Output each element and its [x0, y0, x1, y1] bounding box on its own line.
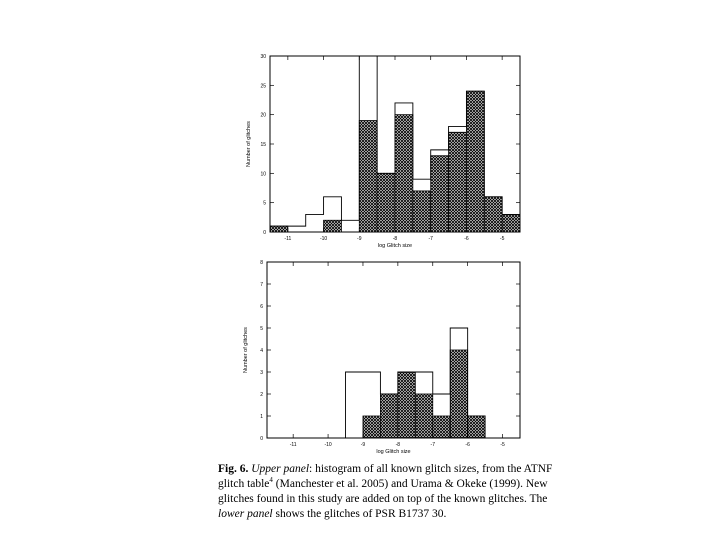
y-axis-label: Number of glitches — [246, 121, 252, 167]
hatched-bar — [377, 173, 395, 232]
hatched-bar — [450, 350, 467, 438]
x-tick-label: -11 — [284, 236, 292, 242]
hatched-bar — [395, 115, 413, 232]
x-tick-label: -5 — [500, 442, 505, 448]
x-tick-label: -9 — [360, 442, 366, 448]
caption-lower-label: lower panel — [218, 508, 273, 520]
hatched-bar — [363, 416, 380, 438]
hatched-bar — [270, 226, 288, 232]
y-tick-label: 4 — [260, 348, 263, 354]
y-tick-label: 3 — [260, 370, 263, 376]
x-tick-label: -6 — [465, 442, 470, 448]
y-tick-label: 0 — [263, 230, 266, 236]
y-tick-label: 6 — [260, 304, 263, 310]
y-tick-label: 8 — [260, 260, 263, 266]
x-axis-label: log Glitch size — [376, 449, 411, 455]
lower-panel — [243, 260, 520, 455]
x-tick-label: -5 — [499, 236, 505, 242]
hatched-bar — [380, 394, 397, 438]
hatched-bar — [398, 372, 415, 438]
hatched-bar — [431, 156, 449, 232]
caption-text-2: (Manchester et al. 2005) and Urama & Okeke (1999). New glitches found in this study are added on top of the known glitches. The — [218, 478, 548, 505]
hatched-bar — [466, 91, 484, 232]
y-tick-label: 2 — [260, 392, 263, 398]
x-tick-label: -11 — [289, 442, 297, 448]
x-axis-label: log Glitch size — [377, 243, 413, 249]
x-tick-label: -10 — [324, 442, 332, 448]
x-tick-label: -8 — [392, 236, 398, 242]
y-tick-label: 15 — [260, 142, 266, 148]
hatched-bar — [484, 197, 502, 232]
x-tick-label: -6 — [464, 236, 469, 242]
y-tick-label: 1 — [260, 414, 263, 420]
hatched-bar — [359, 121, 377, 232]
figure-caption — [218, 462, 558, 522]
caption-footnote: 4 — [269, 476, 273, 485]
hatched-bar — [415, 394, 432, 438]
y-tick-label: 30 — [260, 54, 266, 60]
upper-panel — [246, 54, 520, 249]
hatched-bar — [433, 416, 450, 438]
y-tick-label: 7 — [260, 282, 263, 288]
caption-text-3: shows the glitches of PSR B1737 30. — [272, 508, 447, 520]
x-tick-label: -7 — [428, 236, 433, 242]
hatched-bar — [324, 220, 342, 232]
y-tick-label: 20 — [260, 112, 266, 119]
hatched-bar — [449, 132, 467, 232]
x-tick-label: -8 — [395, 442, 401, 448]
y-tick-label: 25 — [260, 83, 266, 90]
y-tick-label: 5 — [260, 326, 263, 332]
caption-upper-label: Upper panel — [251, 463, 310, 475]
y-tick-label: 0 — [260, 436, 263, 442]
x-tick-label: -7 — [430, 442, 435, 448]
hatched-bar — [413, 191, 431, 232]
hatched-bar — [502, 214, 520, 232]
x-tick-label: -9 — [357, 236, 362, 242]
caption-text-1: : histogram of all known glitch sizes, from the ATNF glitch table — [218, 463, 553, 490]
caption-fig-label: Fig. 6. — [218, 463, 249, 475]
y-tick-label: 10 — [260, 171, 266, 178]
y-axis-label: Number of glitches — [243, 327, 249, 373]
x-tick-label: -10 — [319, 236, 328, 242]
y-tick-label: 5 — [263, 200, 266, 207]
hatched-bar — [468, 416, 485, 438]
